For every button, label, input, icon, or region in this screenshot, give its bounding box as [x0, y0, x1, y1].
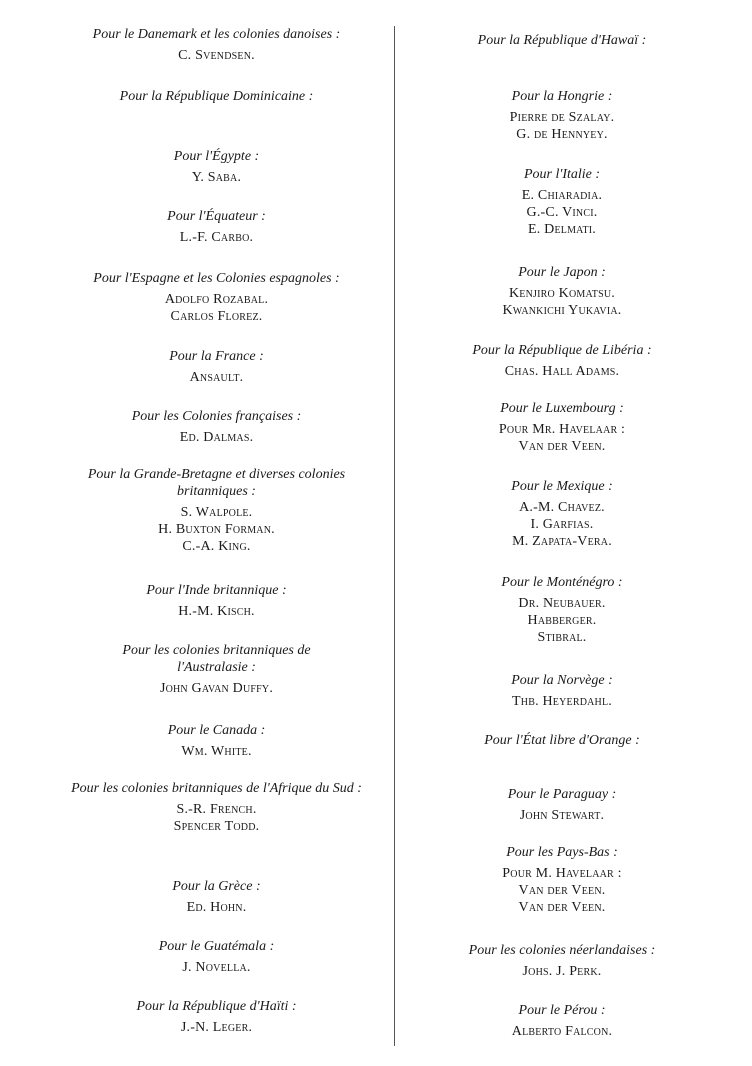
signature-block	[50, 998, 383, 1036]
signatory-name: H. Buxton Forman.	[158, 522, 275, 537]
signature-block	[437, 574, 687, 646]
signature-block	[437, 672, 687, 710]
signatory-name: Alberto Falcon.	[511, 1024, 613, 1039]
signatory-name: Ansault.	[189, 370, 244, 385]
country-heading: Pour la République Dominicaine :	[119, 89, 314, 104]
country-heading: Pour les Pays-Bas :	[506, 845, 618, 860]
country-heading: Pour le Luxembourg :	[500, 401, 624, 416]
signature-block	[50, 878, 383, 916]
signatory-name: Van der Veen.	[518, 439, 606, 454]
signatory-name: John Stewart.	[519, 808, 605, 823]
signatory-name: Stibral.	[537, 630, 587, 645]
signature-block	[50, 642, 383, 697]
country-heading: Pour les colonies britanniques de l'Australasie :	[122, 643, 311, 675]
signatory-name: Van der Veen.	[518, 883, 606, 898]
signature-block	[437, 1002, 687, 1040]
signature-block	[50, 348, 383, 386]
signature-block	[50, 148, 383, 186]
signature-block	[50, 582, 383, 620]
country-heading: Pour la République d'Haïti :	[136, 999, 297, 1014]
country-heading: Pour les colonies britanniques de l'Afrique du Sud :	[71, 781, 362, 796]
country-heading: Pour le Danemark et les colonies danoises :	[92, 27, 341, 42]
signature-block	[437, 942, 687, 980]
signature-block	[50, 780, 383, 835]
country-heading: Pour le Guatémala :	[158, 939, 275, 954]
signature-block	[50, 208, 383, 246]
country-heading: Pour l'Inde britannique :	[146, 583, 287, 598]
country-heading: Pour l'Italie :	[523, 167, 601, 182]
signature-block	[437, 478, 687, 550]
signatory-name: S.-R. French.	[176, 802, 257, 817]
signatory-name: G. de Hennyey.	[516, 127, 608, 142]
country-heading: Pour les Colonies françaises :	[131, 409, 302, 424]
signatory-name: Pierre de Szalay.	[509, 110, 615, 125]
country-heading: Pour la République de Libéria :	[472, 343, 652, 358]
signature-block	[50, 466, 383, 555]
signature-block	[50, 88, 383, 105]
signatory-name: Johs. J. Perk.	[522, 964, 602, 979]
signature-block	[437, 264, 687, 319]
country-heading: Pour l'Espagne et les Colonies espagnoles :	[93, 271, 340, 286]
signatory-name: Ed. Dalmas.	[179, 430, 254, 445]
signatory-name: Pour Mr. Havelaar :	[498, 422, 626, 437]
country-heading: Pour la Norvège :	[511, 673, 613, 688]
signatory-name: S. Walpole.	[180, 505, 253, 520]
country-heading: Pour le Canada :	[167, 723, 266, 738]
country-heading: Pour l'Équateur :	[167, 209, 266, 224]
signature-block	[437, 844, 687, 916]
country-heading: Pour le Mexique :	[511, 479, 613, 494]
country-heading: Pour la République d'Hawaï :	[477, 33, 647, 48]
country-heading: Pour la Grande-Bretagne et diverses colonies britanniques :	[87, 467, 346, 499]
signature-block	[437, 166, 687, 238]
country-heading: Pour la Grèce :	[172, 879, 261, 894]
signatory-name: Ed. Hohn.	[186, 900, 247, 915]
signatory-name: M. Zapata-Vera.	[512, 534, 612, 549]
country-heading: Pour les colonies néerlandaises :	[468, 943, 656, 958]
signatory-name: Pour M. Havelaar :	[502, 866, 622, 881]
signatory-name: Kenjiro Komatsu.	[509, 286, 615, 301]
signatory-name: Chas. Hall Adams.	[504, 364, 620, 379]
signature-block	[50, 26, 383, 64]
signatory-name: Dr. Neubauer.	[518, 596, 606, 611]
signatory-name: Wm. White.	[181, 744, 252, 759]
signature-block	[437, 32, 687, 49]
signatory-name: Y. Saba.	[191, 170, 242, 185]
signature-block	[50, 408, 383, 446]
signatory-name: E. Chiaradia.	[521, 188, 603, 203]
signatory-name: C. Svendsen.	[178, 48, 255, 63]
country-heading: Pour la France :	[169, 349, 264, 364]
country-heading: Pour le Pérou :	[518, 1003, 606, 1018]
signature-block	[50, 938, 383, 976]
signature-block	[437, 88, 687, 143]
signatory-name: A.-M. Chavez.	[519, 500, 605, 515]
country-heading: Pour la Hongrie :	[511, 89, 613, 104]
signature-block	[50, 722, 383, 760]
country-heading: Pour l'État libre d'Orange :	[484, 733, 640, 748]
signatory-name: L.-F. Carbo.	[179, 230, 254, 245]
signatory-name: Kwankichi Yukavia.	[502, 303, 622, 318]
country-heading: Pour l'Égypte :	[173, 149, 260, 164]
signatory-name: John Gavan Duffy.	[159, 681, 274, 696]
signature-block	[437, 732, 687, 749]
country-heading: Pour le Paraguay :	[507, 787, 617, 802]
signature-block	[437, 400, 687, 455]
signatory-name: Habberger.	[527, 613, 597, 628]
signatory-name: Van der Veen.	[518, 900, 606, 915]
signatory-name: J. Novella.	[182, 960, 251, 975]
signature-block	[437, 342, 687, 380]
signatory-name: C.-A. King.	[182, 539, 251, 554]
signature-block	[50, 270, 383, 325]
signatory-name: J.-N. Leger.	[180, 1020, 253, 1035]
signatory-name: E. Delmati.	[527, 222, 597, 237]
signatory-name: Adolfo Rozabal.	[164, 292, 269, 307]
signatory-name: G.-C. Vinci.	[526, 205, 598, 220]
signature-block	[437, 786, 687, 824]
signatory-name: Carlos Florez.	[170, 309, 263, 324]
signatory-name: Thb. Heyerdahl.	[512, 694, 612, 709]
signatory-name: Spencer Todd.	[173, 819, 260, 834]
country-heading: Pour le Japon :	[518, 265, 606, 280]
country-heading: Pour le Monténégro :	[501, 575, 623, 590]
signatory-name: I. Garfias.	[530, 517, 594, 532]
signatory-name: H.-M. Kisch.	[178, 604, 255, 619]
column-divider	[394, 26, 395, 1046]
